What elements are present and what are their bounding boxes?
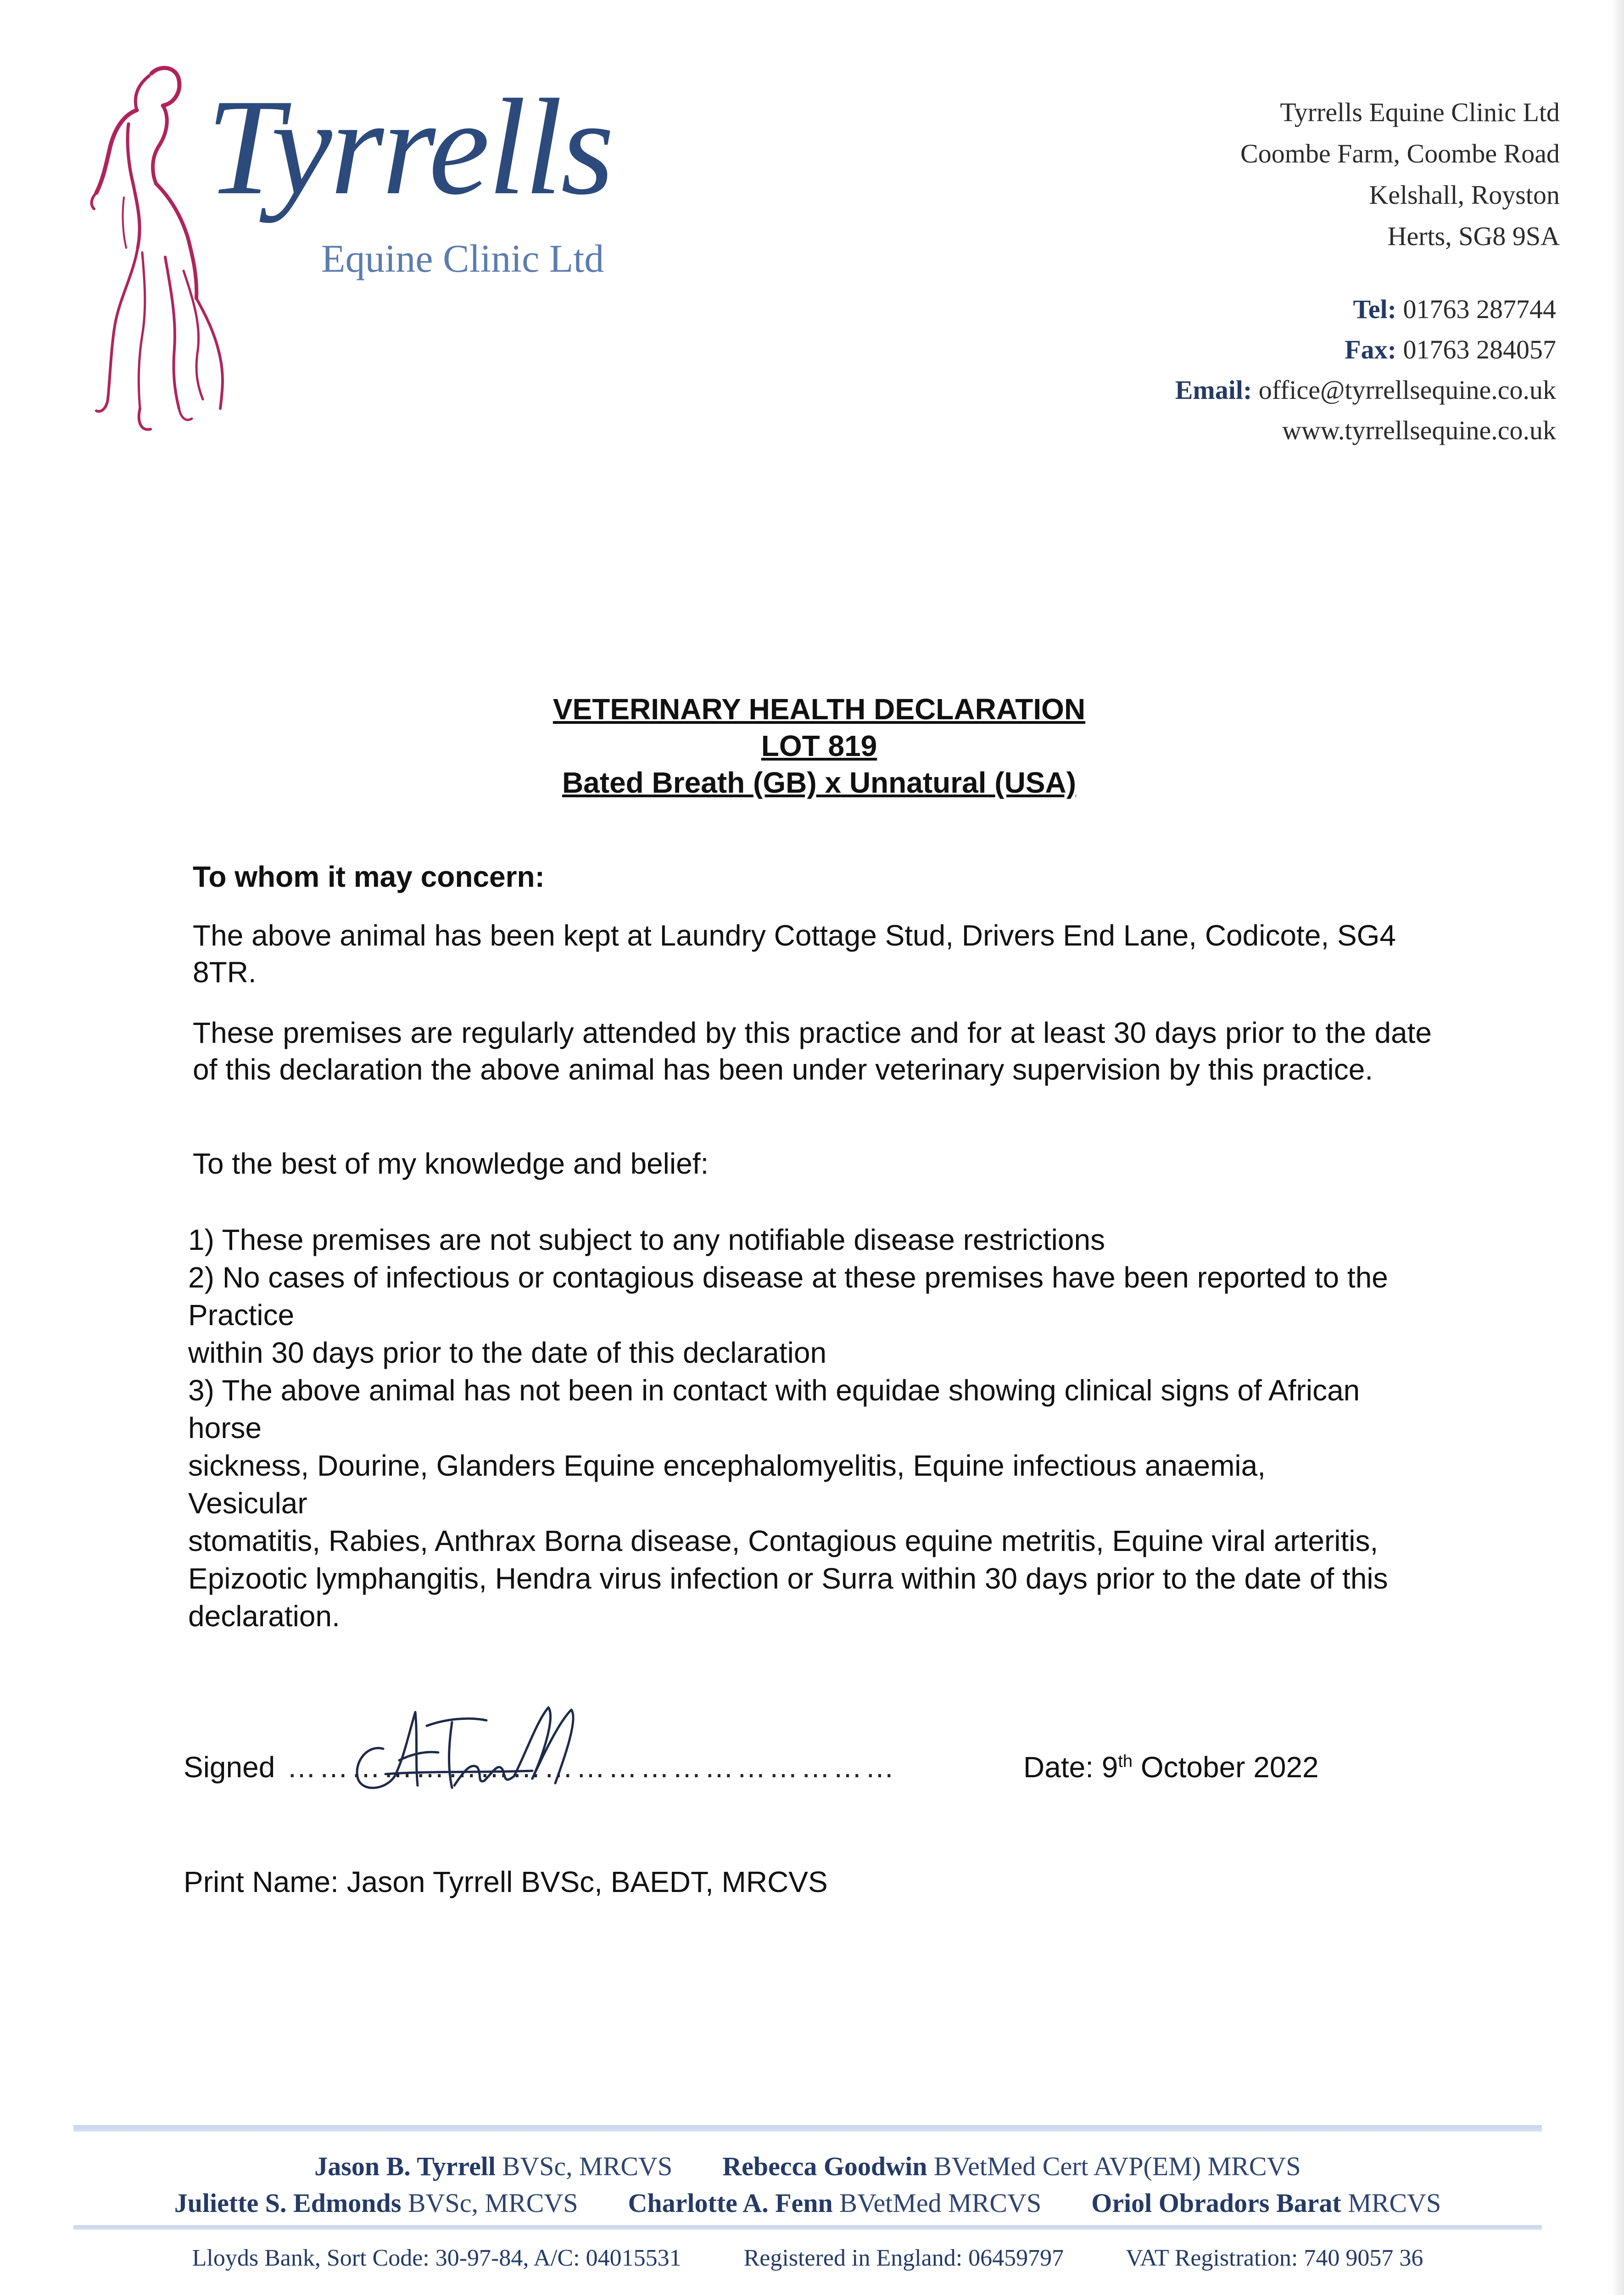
condition-line: Vesicular — [188, 1487, 307, 1520]
condition-line: stomatitis, Rabies, Anthrax Borna disease, Contagious equine metritis, Equine viral arteritis, — [188, 1524, 1378, 1557]
declaration-heading — [486, 691, 1152, 801]
handwritten-signature — [340, 1694, 597, 1799]
contact-email — [1175, 370, 1556, 410]
condition-line: declaration. — [188, 1600, 340, 1633]
address-line: Tyrrells Equine Clinic Ltd — [1280, 97, 1560, 127]
condition-line: 3) The above animal has not been in contact with equidae showing clinical signs of African — [188, 1374, 1360, 1407]
salutation: To whom it may concern: — [193, 860, 545, 893]
vat-registration: VAT Registration: 740 9057 36 — [1126, 2245, 1423, 2271]
footer-rule-bottom — [73, 2225, 1542, 2230]
staff-name: Juliette S. Edmonds — [174, 2188, 402, 2218]
tel-label: Tel: — [1353, 294, 1396, 324]
address-line: Kelshall, Royston — [1369, 180, 1560, 210]
clinic-logo-wordmark: Tyrrells — [206, 71, 613, 223]
staff-row — [73, 2148, 1542, 2185]
staff-name: Charlotte A. Fenn — [628, 2188, 833, 2218]
contact-website: www.tyrrellsequine.co.uk — [1282, 415, 1556, 445]
clinic-logo-subtitle: Equine Clinic Ltd — [321, 236, 604, 280]
footer-rule-top — [73, 2125, 1542, 2132]
date-ordinal: th — [1118, 1752, 1133, 1771]
clinic-address — [1240, 92, 1560, 257]
staff-name: Oriol Obradors Barat — [1091, 2188, 1341, 2218]
staff-row — [73, 2185, 1542, 2222]
contact-tel — [1175, 289, 1556, 330]
condition-line: Epizootic lymphangitis, Hendra virus infection or Surra within 30 days prior to the date of this — [188, 1562, 1388, 1595]
condition-line: within 30 days prior to the date of this declaration — [188, 1336, 827, 1369]
print-name: Print Name: Jason Tyrrell BVSc, BAEDT, MRCVS — [184, 1865, 828, 1898]
declaration-conditions — [188, 1221, 1455, 1635]
date-month-year: October 2022 — [1133, 1751, 1319, 1784]
date-prefix: Date: 9 — [1023, 1751, 1118, 1784]
tel-number: 01763 287744 — [1403, 294, 1556, 324]
staff-qualifications: BVSc, MRCVS — [496, 2151, 673, 2181]
bank-details: Lloyds Bank, Sort Code: 30-97-84, A/C: 04015531 — [192, 2245, 681, 2271]
condition-line: Practice — [188, 1299, 295, 1332]
staff-name: Rebecca Goodwin — [722, 2151, 927, 2181]
staff-name: Jason B. Tyrrell — [314, 2151, 496, 2181]
declaration-title: VETERINARY HEALTH DECLARATION — [552, 693, 1086, 726]
signature-dotted-line: ………………………………………………… — [287, 1751, 897, 1784]
declaration-date — [1023, 1749, 1319, 1786]
condition-line: 2) No cases of infectious or contagious disease at these premises have been reported to the — [188, 1261, 1388, 1294]
email-address: office@tyrrellsequine.co.uk — [1258, 375, 1556, 405]
lot-number: LOT 819 — [761, 729, 877, 762]
contact-fax — [1175, 330, 1556, 370]
condition-line: 1) These premises are not subject to any notifiable disease restrictions — [188, 1223, 1105, 1256]
fax-label: Fax: — [1345, 335, 1396, 364]
condition-line: horse — [188, 1411, 262, 1444]
clinic-contact — [1175, 289, 1556, 451]
fax-number: 01763 284057 — [1403, 335, 1556, 364]
paragraph-premises: The above animal has been kept at Laundry Cottage Stud, Drivers End Lane, Codicote, SG4 8TR. — [193, 919, 1396, 989]
company-registration-row — [73, 2240, 1542, 2277]
signed-label: Signed — [184, 1751, 275, 1784]
paragraph-supervision: These premises are regularly attended by this practice and for at least 30 days prior to the date of this declaration the above animal has been under veterinary supervision by this practice. — [193, 1016, 1432, 1086]
paragraph-belief: To the best of my knowledge and belief: — [193, 1147, 709, 1180]
horse-pedigree: Bated Breath (GB) x Unnatural (USA) — [562, 766, 1077, 799]
staff-qualifications: BVSc, MRCVS — [401, 2188, 578, 2218]
staff-qualifications: BVetMed Cert AVP(EM) MRCVS — [927, 2151, 1301, 2181]
email-label: Email: — [1175, 375, 1252, 405]
address-line: Coombe Farm, Coombe Road — [1240, 139, 1560, 168]
staff-qualifications: BVetMed MRCVS — [832, 2188, 1042, 2218]
company-registration: Registered in England: 06459797 — [743, 2245, 1064, 2271]
staff-qualifications: MRCVS — [1341, 2188, 1441, 2218]
scan-edge-shadow — [1611, 0, 1624, 2295]
address-line: Herts, SG8 9SA — [1387, 221, 1560, 251]
condition-line: sickness, Dourine, Glanders Equine encephalomyelitis, Equine infectious anaemia, — [188, 1449, 1266, 1482]
